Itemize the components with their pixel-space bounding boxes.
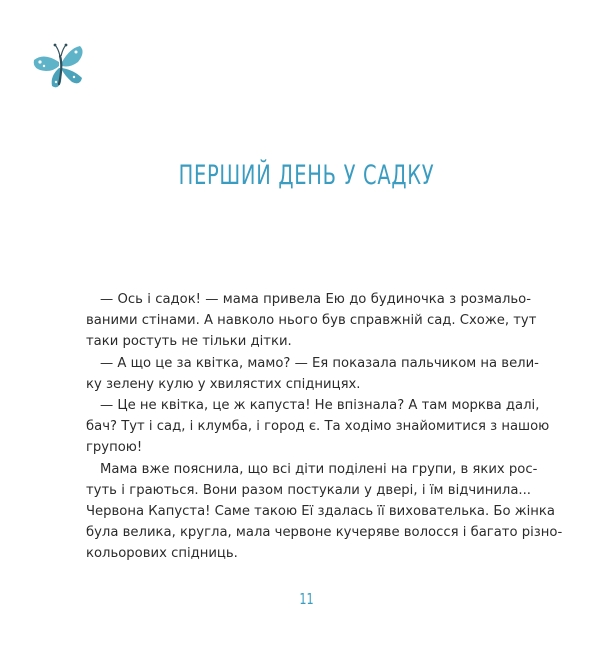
text-line: Мама вже пояснила, що всі діти поділені на групи, в яких рос-	[100, 461, 538, 477]
text-line: кольорових спідниць.	[86, 546, 238, 562]
text-line: була велика, кругла, мала червоне кучеряве волосся і багато різно-	[86, 525, 563, 541]
text-line: — Це не квітка, це ж капуста! Не впізнала? А там морква далі,	[100, 397, 540, 413]
text-line: туть і граються. Вони разом постукали у двері, і їм відчинила...	[86, 482, 531, 498]
text-line: — Ось і садок! — мама привела Ею до будиночка з розмальо-	[100, 292, 531, 307]
body-text	[86, 289, 563, 564]
text-line: таки ростуть не тільки дітки.	[86, 334, 292, 350]
text-line: ку зелену кулю у хвилястих спідницях.	[86, 376, 361, 392]
butterfly-icon	[30, 40, 88, 96]
text-line: Червона Капуста! Саме такою Еї здалась її вихователька. Бо жінка	[86, 503, 555, 519]
text-line: бач? Тут і сад, і клумба, і город є. Та ходімо знайомитися з нашою	[86, 419, 550, 435]
text-line: — А що це за квітка, мамо? — Ея показала пальчиком на вели-	[100, 355, 539, 371]
text-line: групою!	[86, 440, 143, 456]
chapter-title: ПЕРШИЙ ДЕНЬ У САДКУ	[178, 160, 435, 191]
page-number: 11	[299, 590, 314, 608]
text-line: ваними стінами. А навколо нього був справжній сад. Схоже, тут	[86, 313, 537, 329]
